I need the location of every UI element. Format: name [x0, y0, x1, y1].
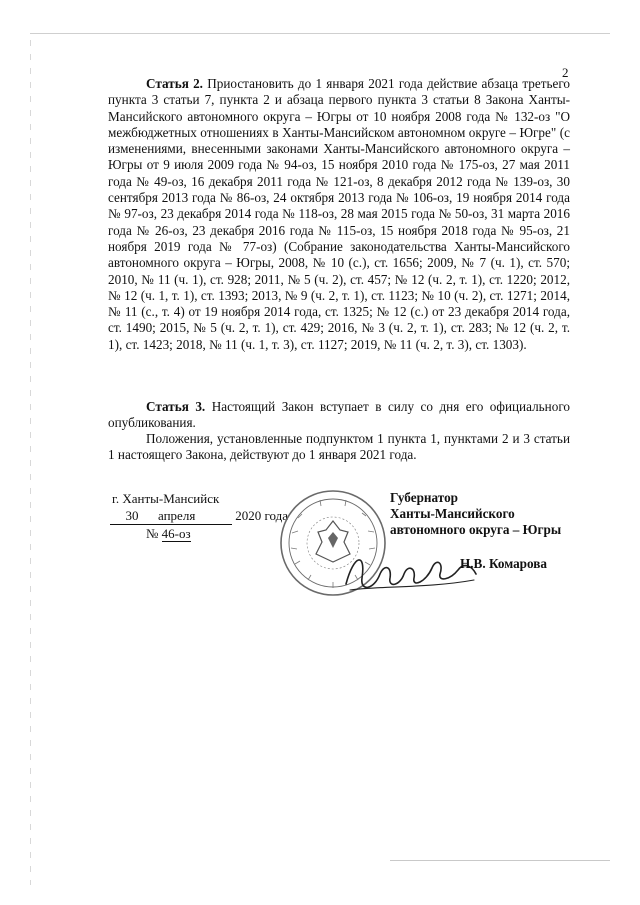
governor-name: Н.В. Комарова: [460, 556, 547, 571]
page-number: 2: [562, 65, 569, 80]
scan-border-left: [30, 40, 31, 885]
article-3: [108, 399, 570, 432]
signing-month: апреля: [154, 508, 232, 525]
signing-city: г. Ханты-Мансийск: [112, 491, 220, 506]
signing-date: [110, 508, 288, 525]
governor-title: Губернатор Ханты-Мансийского автономного округа – Югры: [390, 490, 562, 537]
scan-border-top: [30, 33, 610, 34]
signing-day: 30: [110, 508, 154, 525]
article-2-title: Статья 2.: [146, 76, 203, 91]
signing-year: 2020 года: [235, 508, 289, 523]
article-2: [108, 76, 570, 353]
law-number-value: 46-оз: [161, 526, 191, 541]
article-3-paragraph-2: Положения, установленные подпунктом 1 пункта 1, пунктами 2 и 3 статьи 1 настоящего Закона, действуют до 1 января 2021 года.: [108, 431, 570, 463]
scan-border-bottom: [390, 860, 610, 861]
law-number-prefix: №: [146, 526, 159, 541]
article-2-body: Приостановить до 1 января 2021 года действие абзаца третьего пункта 3 статьи 7, пункта 2 и абзаца первого пункта 3 статьи 8 Закона Ханты-Мансийского автономного округа – Югры от 10 ноября 2008 года № 132-оз "О межбюджетных отношениях в Ханты-Мансийском автономном округе – Югре" (с изменениями, внесенными законами Ханты-Мансийского автономного округа – Югры от 9 июля 2009 года № 94-оз, 15 ноября 2010 года № 175-оз, 27 мая 2011 года № 49-оз, 16 декабря 2011 года № 121-оз, 8 декабря 2012 года № 139-оз, 30 сентября 2013 года № 86-оз, 24 октября 2013 года № 106-оз, 19 ноября 2014 года № 97-оз, 23 декабря 2014 года № 118-оз, 28 мая 2015 года № 50-оз, 31 марта 2016 года № 26-оз, 23 декабря 2016 года № 115-оз, 15 ноября 2018 года № 95-оз, 21 ноября 2019 года № 77-оз) (Собрание законодательства Ханты-Мансийского автономного округа – Югры, 2008, № 10 (с.), ст. 1656; 2009, № 7 (ч. 1), ст. 570; 2010, № 11 (ч. 1), ст. 928; 2011, № 5 (ч. 2), ст. 457; № 12 (ч. 2, т. 1), ст. 1220; 2012, № 12 (ч. 1, т. 1), ст. 1393; 2013, № 9 (ч. 2, т. 1), ст. 1123; № 10 (ч. 2), ст. 1271; 2014, № 11 (с., т. 4) от 19 ноября 2014 года, ст. 1325; № 12 (с.) от 23 декабря 2014 года, ст. 1490; 2015, № 5 (ч. 2, т. 1), ст. 429; 2016, № 3 (ч. 2, т. 1), ст. 283; № 12 (ч. 2, т. 1), ст. 1423; 2018, № 11 (ч. 1, т. 3), ст. 1127; 2019, № 11 (ч. 2, т. 3), ст. 1303).: [108, 76, 571, 352]
article-3-body: Настоящий Закон вступает в силу со дня его официального опубликования.: [108, 399, 571, 431]
governor-signature-icon: [340, 544, 480, 600]
article-3-title: Статья 3.: [146, 399, 206, 414]
law-number: [146, 526, 191, 542]
